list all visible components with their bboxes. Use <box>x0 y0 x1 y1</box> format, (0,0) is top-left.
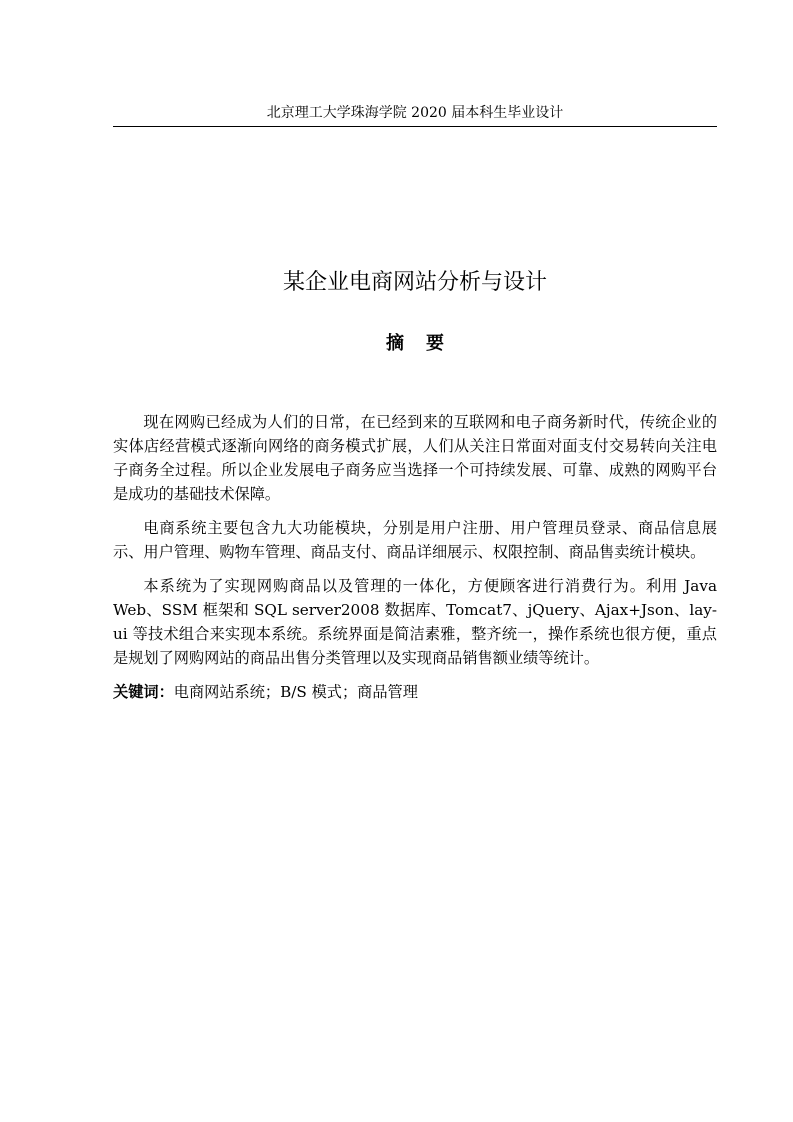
abstract-body <box>113 410 717 704</box>
abstract-paragraph-2: 电商系统主要包含九大功能模块，分别是用户注册、用户管理员登录、商品信息展示、用户管理、购物车管理、商品支付、商品详细展示、权限控制、商品售卖统计模块。 <box>113 519 717 561</box>
abstract-heading: 摘要 <box>386 333 466 354</box>
header-rule <box>113 126 717 127</box>
keywords-label: 关键词： <box>113 683 174 701</box>
keywords-line <box>113 680 717 704</box>
abstract-paragraph-1: 现在网购已经成为人们的日常，在已经到来的互联网和电子商务新时代，传统企业的实体店经营模式逐渐向网络的商务模式扩展，人们从关注日常面对面支付交易转向关注电子商务全过程。所以企业发展电子商务应当选择一个可持续发展、可靠、成熟的网购平台是成功的基础技术保障。 <box>113 413 717 503</box>
keywords-text: 电商网站系统；B/S 模式；商品管理 <box>173 683 418 701</box>
document-title: 某企业电商网站分析与设计 <box>282 270 547 295</box>
abstract-paragraph-3: 本系统为了实现网购商品以及管理的一体化，方便顾客进行消费行为。利用 Java Web、SSM 框架和 SQL server2008 数据库、Tomcat7、jQuery、Ajax+Json、lay-ui 等技术组合来实现本系统。系统界面是简洁素雅，整齐统一，操作系统也很方便，重点是规划了网购网站的商品出售分类管理以及实现商品销售额业绩等统计。 <box>113 577 717 667</box>
running-header: 北京理工大学珠海学院 2020 届本科生毕业设计 <box>266 105 564 121</box>
